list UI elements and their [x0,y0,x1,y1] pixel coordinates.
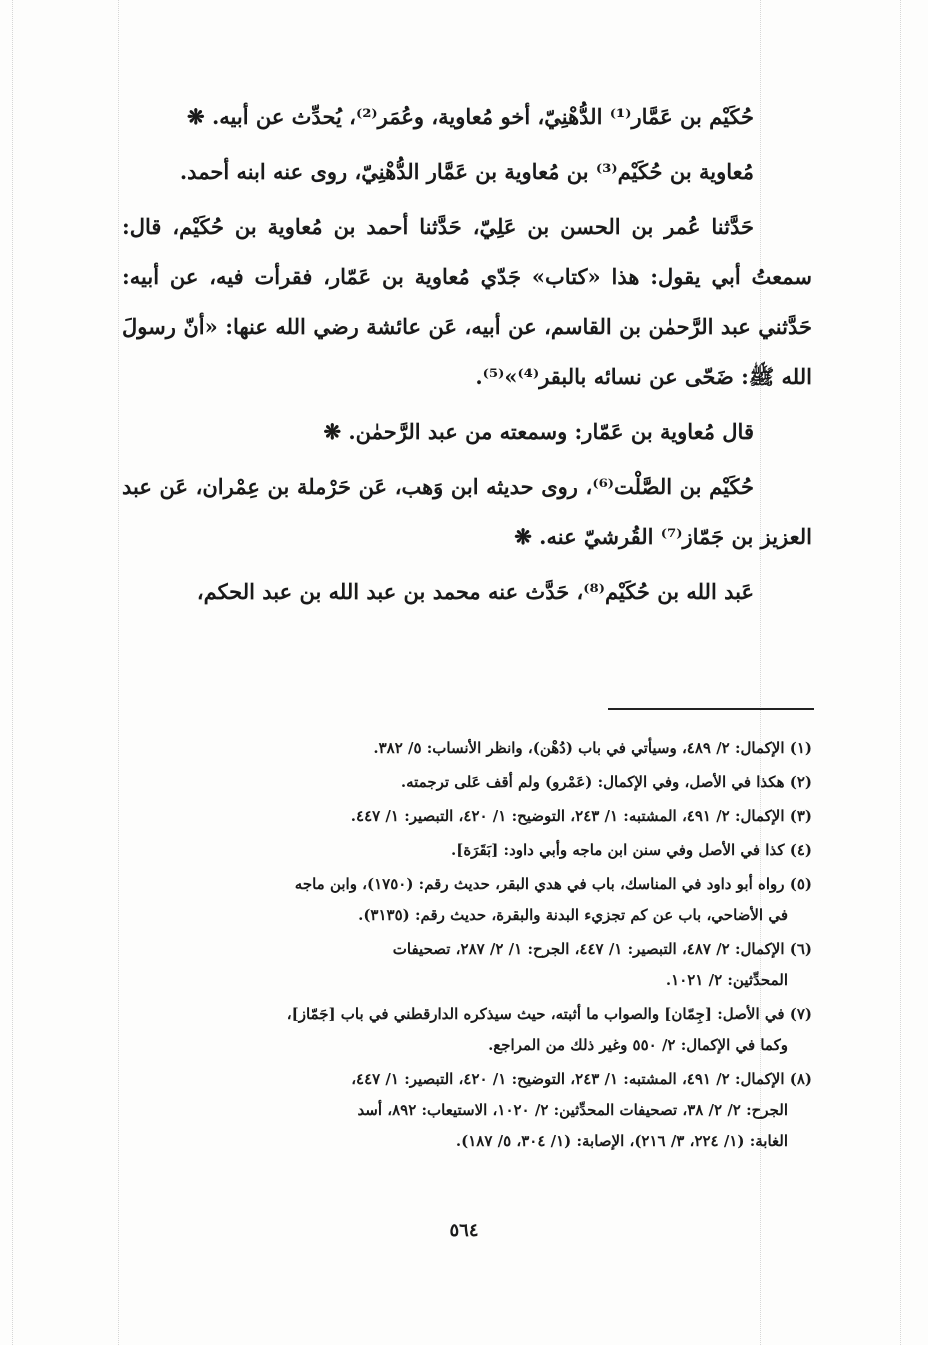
footnote-line: (٧) في الأصل: [جِمّان] والصواب ما أثبته، حيث سيذكره الدارقطني في باب [جَمّاز]، [286,1005,812,1023]
footnotes [122,733,812,1160]
entry-paragraph-6: عَبد الله بن حُكَيْم⁽⁸⁾، حَدَّث عنه محمد بن عبد الله بن عبد الحكم، [196,579,754,604]
footnote-line: المحدِّثين: ٢/ ١٠٢١. [665,971,788,989]
scan-line [900,0,901,1345]
footnote-2 [122,767,812,798]
footnote-6 [122,934,812,996]
page-number: ٥٦٤ [449,1220,479,1241]
footnote-line: (٣) الإكمال: ٢/ ٤٩١، المشتبه: ١/ ٢٤٣، التوضيح: ١/ ٤٢٠، التبصير: ١/ ٤٤٧. [350,807,812,825]
footnote-4 [122,835,812,866]
entry-paragraph-2: مُعاوية بن حُكَيْم⁽³⁾ بن مُعاوية بن عَمَّار الدُّهْنِيّ، روى عنه ابنه أحمد. [179,159,754,184]
footnote-line: (٦) الإكمال: ٢/ ٤٨٧، التبصير: ١/ ٤٤٧، الجرح: ١/ ٢/ ٢٨٧، تصحيفات [392,940,812,958]
footnote-separator [608,708,814,710]
footnote-line: وكما في الإكمال: ٢/ ٥٥٠ وغير ذلك من المراجع. [488,1036,788,1054]
entry-paragraph-3: حَدَّثنا عُمر بن الحسن بن عَلِيّ، حَدَّثنا أحمد بن مُعاوية بن حُكَيْم، قال: سمعتُ أبي يقول: هذا «كتاب» جَدّي مُعاوية بن عَمّار، فقرأت فيه، عن أبيه: حَدَّثني عبد الرَّحمٰن بن القاسم، عن أبيه، عَن عائشة رضي الله عنها: «أنّ رسولَ الله ﷺ: ضَحّى عن نسائه بالبقر⁽⁴⁾»⁽⁵⁾. [122,214,812,389]
footnote-line: (٤) كذا في الأصل وفي سنن ابن ماجه وأبي داود: [بَقَرَة]. [451,841,812,859]
entry-paragraph-5: حُكَيْم بن الصَّلْت⁽⁶⁾، روى حديثه ابن وَهب، عَن حَرْملة بن عِمْران، عَن عبد العزيز بن جَمّاز⁽⁷⁾ القُرشيّ عنه. ❋ [122,474,812,549]
entry-paragraph-4: قال مُعاوية بن عَمّار: وسمعته من عبد الرَّحمٰن. ❋ [323,419,754,444]
footnote-line: (٨) الإكمال: ٢/ ٤٩١، المشتبه: ١/ ٢٤٣، التوضيح: ١/ ٤٢٠، التبصير: ١/ ٤٤٧، [351,1070,812,1088]
scan-line [118,0,119,1345]
main-text [122,92,812,622]
footnote-5 [122,869,812,931]
footnote-line: في الأضاحي، باب عن كم تجزيء البدنة والبقرة، حديث رقم: (٣١٣٥). [358,906,788,924]
footnote-line: الجرح: ٢/ ٢/ ٣٨، تصحيفات المحدِّثين: ٢/ ١٠٢٠، الاستيعاب: ٨٩٢، أسد [357,1101,788,1119]
entry-paragraph-1: حُكَيْم بن عَمَّار⁽¹⁾ الدُّهْنِيّ، أخو مُعاوية، وعُمَر⁽²⁾، يُحدِّث عن أبيه. ❋ [187,104,754,129]
footnote-line: (١) الإكمال: ٢/ ٤٨٩، وسيأتي في باب (دُهْن)، وانظر الأنساب: ٥/ ٣٨٢. [373,739,812,757]
footnote-line: الغابة: (١/ ٢٢٤، ٣/ ٢١٦)، الإصابة: (١/ ٣٠٤، ٥/ ١٨٧). [455,1132,788,1150]
footnote-7 [122,999,812,1061]
footnote-line: (٢) هكذا في الأصل، وفي الإكمال: (عَمْرو) ولم أقف عَلى ترجمته. [400,773,812,791]
footnote-1 [122,733,812,764]
footnote-3 [122,801,812,832]
footnote-8 [122,1064,812,1157]
footnote-line: (٥) رواه أبو داود في المناسك، باب في هدي البقر، حديث رقم: (١٧٥٠)، وابن ماجه [294,875,812,893]
scan-line [12,0,13,1345]
